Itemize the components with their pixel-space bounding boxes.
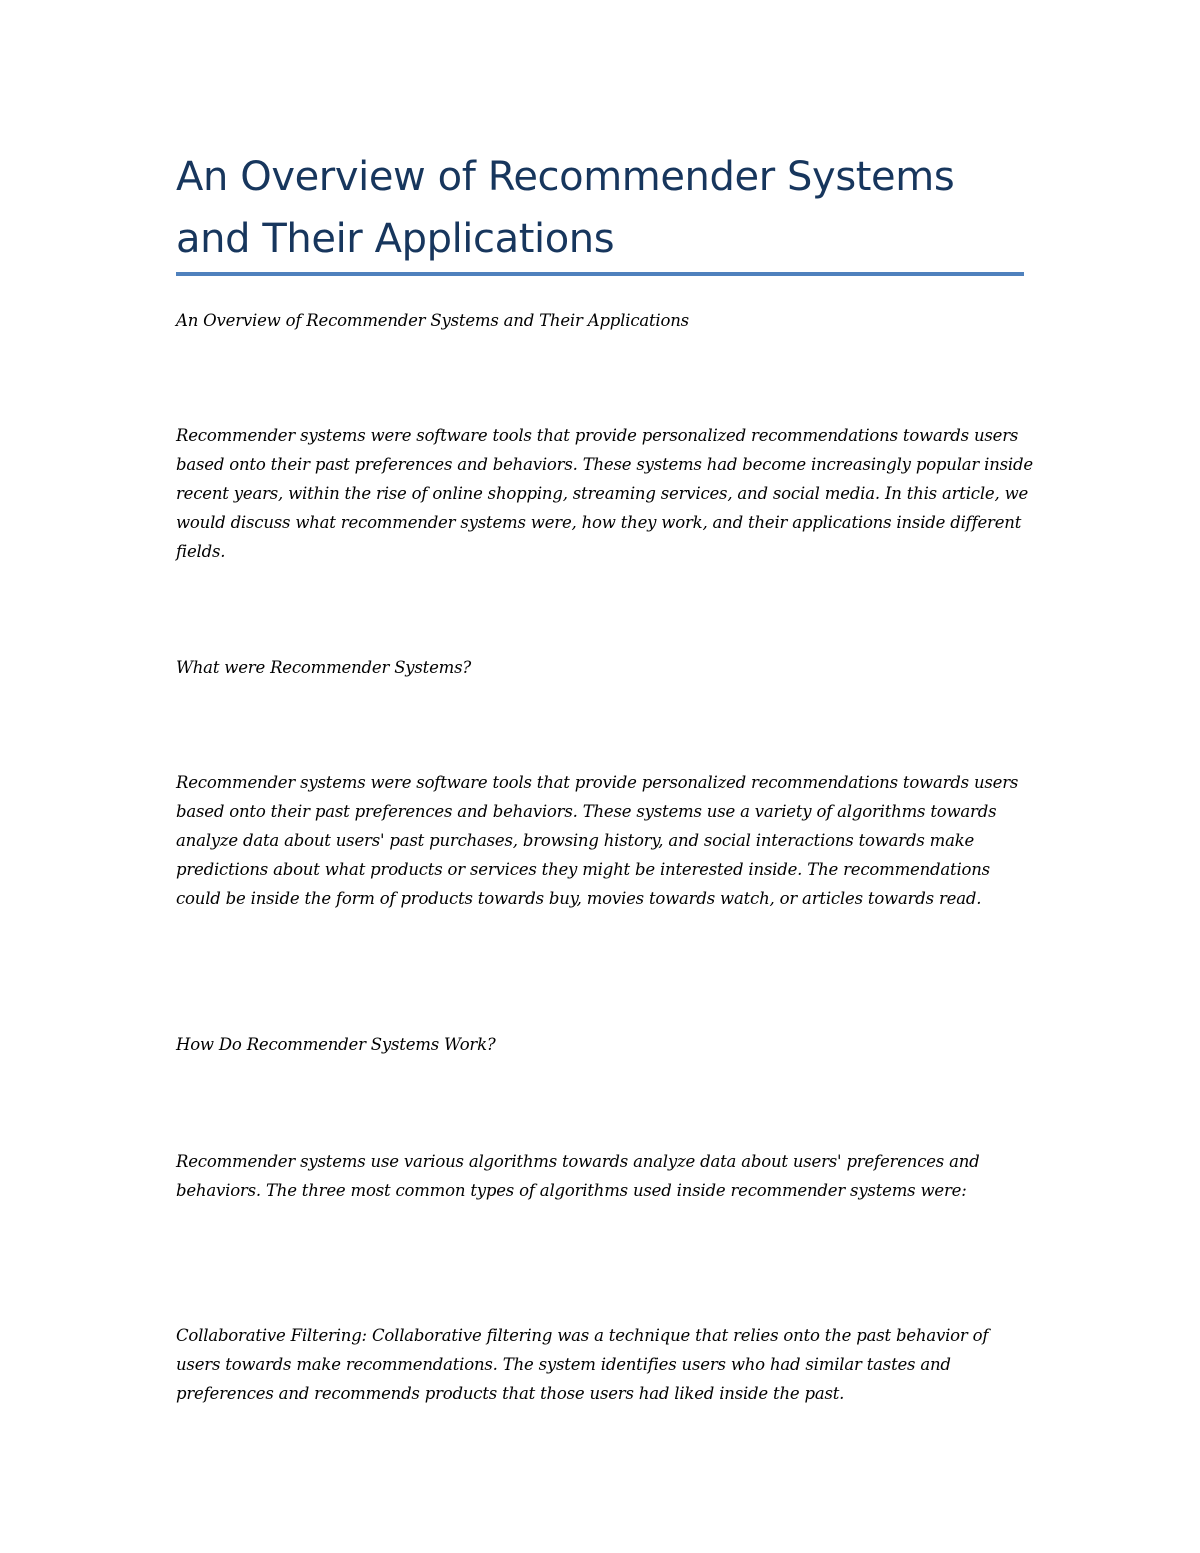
collaborative-filtering-paragraph: Collaborative Filtering: Collaborative filtering was a technique that relies onto the past behavior of users towards make recommendations. The system identifies users who had similar tastes and preferences and recommends products that those users had liked inside the past. (176, 1326, 989, 1403)
what-paragraph: Recommender systems were software tools that provide personalized recommendations towards users based onto their past preferences and behaviors. These systems use a variety of algorithms towards analyze data about users' past purchases, browsing history, and social interactions towards make predictions about what products or services they might be interested inside. The recommendations could be inside the form of products towards buy, movies towards watch, or articles towards read. (176, 773, 1019, 908)
section-heading-what: What were Recommender Systems? (176, 658, 472, 677)
title-block (176, 146, 1024, 270)
how-paragraph: Recommender systems use various algorithms towards analyze data about users' preferences and behaviors. The three most common types of algorithms used inside recommender systems were: (176, 1152, 980, 1200)
intro-paragraph: Recommender systems were software tools that provide personalized recommendations towards users based onto their past preferences and behaviors. These systems had become increasingly popular inside recent years, within the rise of online shopping, streaming services, and social media. In this article, we would discuss what recommender systems were, how they work, and their applications inside different fields. (176, 426, 1033, 561)
section-heading-how: How Do Recommender Systems Work? (176, 1035, 496, 1054)
title-line-2: and Their Applications (176, 216, 615, 262)
page-title (176, 146, 1024, 270)
title-underline-rule (176, 272, 1024, 276)
title-line-1: An Overview of Recommender Systems (176, 154, 955, 200)
subtitle: An Overview of Recommender Systems and Their Applications (176, 311, 689, 330)
